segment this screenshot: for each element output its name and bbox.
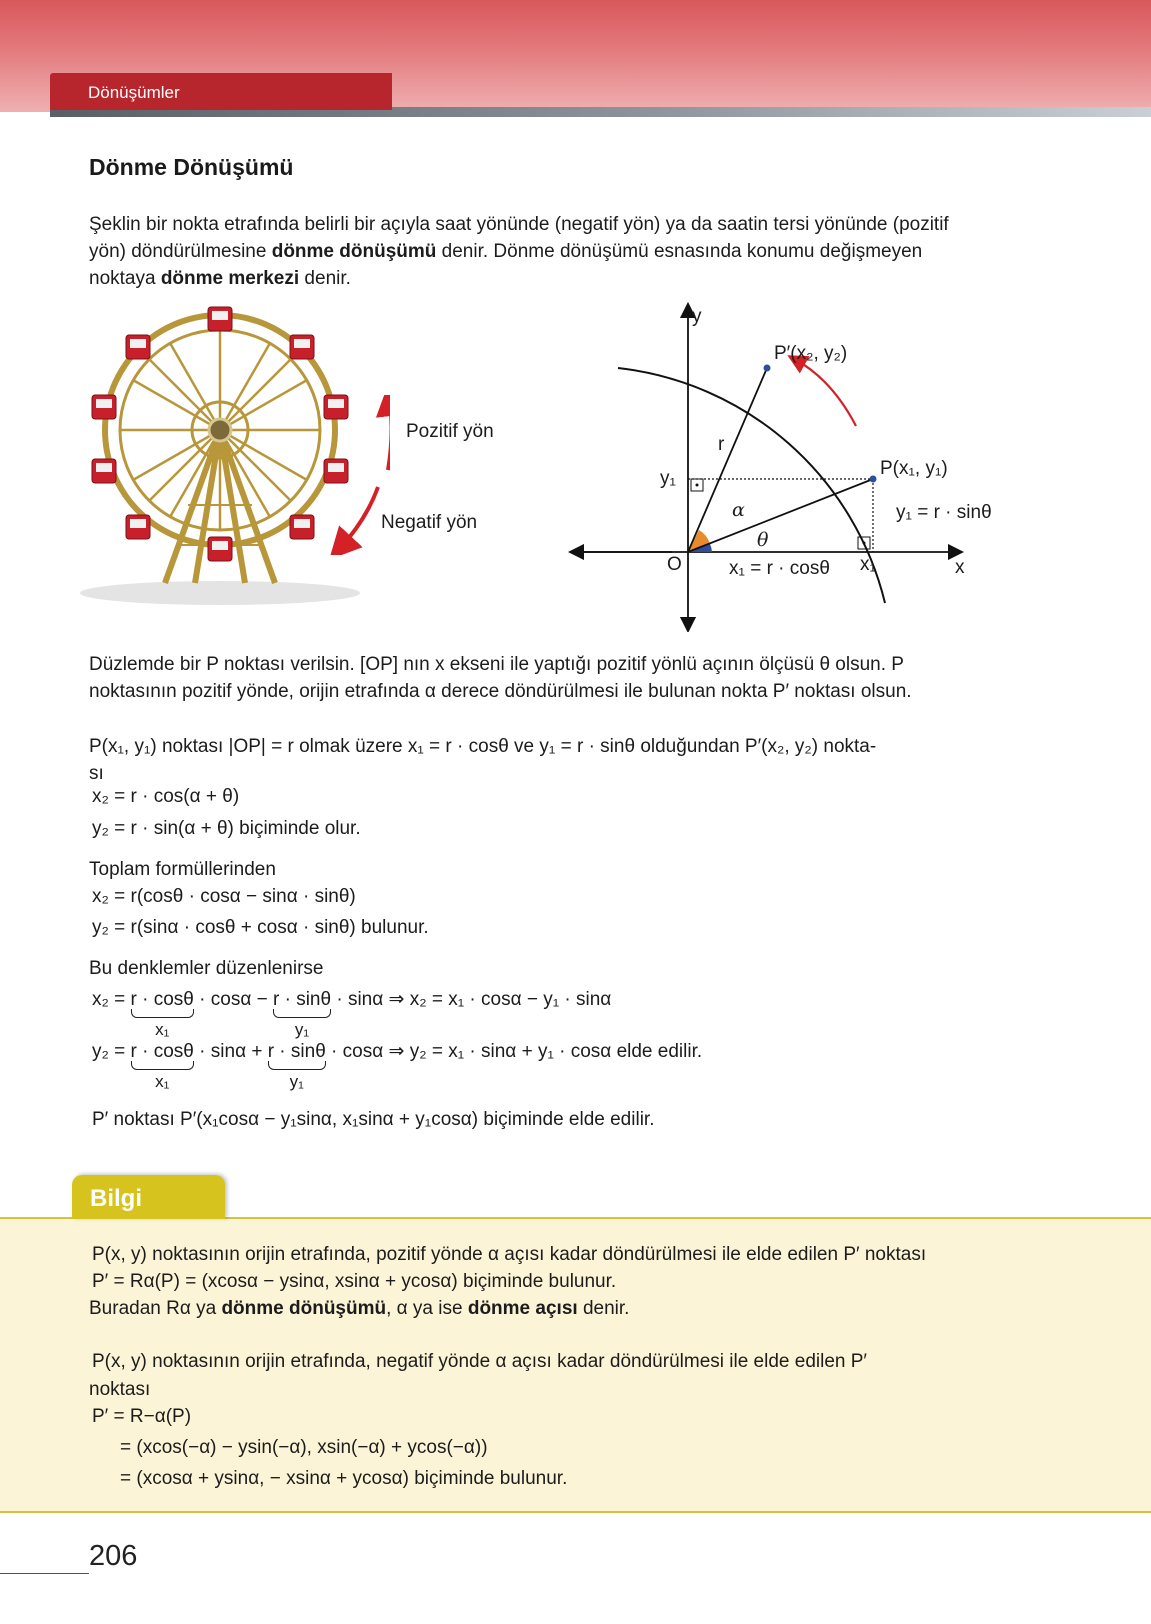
- rearranged-heading: Bu denklemler düzenlenirse: [89, 958, 324, 979]
- p-label: P(x₁, y₁): [880, 458, 948, 479]
- body-line: noktasının pozitif yönde, orijin etrafında α derece döndürülmesi ile bulunan nokta P′ noktası olsun.: [89, 681, 912, 702]
- intro-paragraph: [89, 211, 949, 292]
- info-line: = (xcos(−α) − ysin(−α), xsin(−α) + ycos(−α)): [120, 1437, 488, 1458]
- info-line: P′ = R−α(P): [92, 1406, 192, 1427]
- body-paragraph-2: [89, 733, 876, 787]
- axis-y-label: y: [692, 306, 702, 327]
- body-line: Düzlemde bir P noktası verilsin. [OP] nın x ekseni ile yaptığı pozitif yönlü açının ölçüsü θ olsun. P: [89, 654, 904, 675]
- page-number-rule: [0, 1573, 89, 1574]
- r-label: r: [718, 434, 725, 455]
- sum-formulas-heading: Toplam formüllerinden: [89, 859, 276, 880]
- info-line: = (xcosα + ysinα, − xsinα + ycosα) biçiminde bulunur.: [120, 1468, 568, 1489]
- section-tab: Dönüşümler: [50, 73, 392, 110]
- alpha-label: α: [732, 499, 745, 521]
- page-title: Dönme Dönüşümü: [89, 154, 294, 180]
- equation-y2-sin: y₂ = r · sin(α + θ) biçiminde olur.: [92, 818, 361, 839]
- intro-line-3: noktaya dönme merkezi denir.: [89, 268, 351, 289]
- equation-x2-expanded: x₂ = r(cosθ · cosα − sinα · sinθ): [92, 886, 356, 907]
- underbrace-y1: r · sinθ y₁: [272, 989, 332, 1039]
- equation-x2-cos: x₂ = r · cos(α + θ): [92, 786, 240, 807]
- p-prime-label: P′(x₂, y₂): [774, 343, 848, 364]
- y1-equation-label: y₁ = r · sinθ: [896, 502, 992, 523]
- underbrace-x1: r · cosθ x₁: [130, 989, 194, 1039]
- equation-y2-rearranged: y₂ = r · cosθ x₁ · sinα + r · sinθ y₁ · cosα ⇒ y₂ = x₁ · sinα + y₁ · cosα elde edilir.: [92, 1041, 703, 1091]
- x1-axis-label: x₁: [860, 554, 876, 575]
- theta-label: θ: [757, 529, 769, 551]
- intro-line-2: yön) döndürülmesine dönme dönüşümü denir. Dönme dönüşümü esnasında konumu değişmeyen: [89, 241, 923, 262]
- info-line: noktası: [89, 1379, 151, 1400]
- underbrace-y1: r · sinθ y₁: [267, 1041, 326, 1091]
- body-line: sı: [89, 763, 104, 784]
- body-line: P(x₁, y₁) noktası |OP| = r olmak üzere x₁ = r · cosθ ve y₁ = r · sinθ olduğundan P′(x₂, y₂) nokta-: [89, 736, 877, 757]
- origin-label: O: [667, 554, 682, 575]
- body-paragraph-1: [89, 651, 912, 705]
- page-number: 206: [89, 1540, 138, 1572]
- underbrace-x1: r · cosθ x₁: [130, 1041, 194, 1091]
- info-line: P(x, y) noktasının orijin etrafında, pozitif yönde α açısı kadar döndürülmesi ile elde edilen P′ noktası: [92, 1244, 927, 1265]
- final-point-statement: P′ noktası P′(x₁cosα − y₁sinα, x₁sinα + y₁cosα) biçiminde elde edilir.: [92, 1109, 655, 1130]
- equation-x2-rearranged: x₂ = r · cosθ x₁ · cosα − r · sinθ y₁ · sinα ⇒ x₂ = x₁ · cosα − y₁ · sinα: [92, 989, 612, 1039]
- positive-direction-label: Pozitif yön: [406, 421, 494, 442]
- info-line: P′ = Rα(P) = (xcosα − ysinα, xsinα + ycosα) biçiminde bulunur.: [92, 1271, 617, 1292]
- y1-axis-label: y₁: [660, 468, 676, 489]
- x1-equation-label: x₁ = r · cosθ: [729, 558, 830, 579]
- info-line: P(x, y) noktasının orijin etrafında, negatif yönde α açısı kadar döndürülmesi ile elde edilen P′: [92, 1351, 867, 1372]
- equation-y2-expanded: y₂ = r(sinα · cosθ + cosα · sinθ) bulunur.: [92, 917, 429, 938]
- info-box-tab: Bilgi: [72, 1175, 225, 1219]
- intro-line-1: Şeklin bir nokta etrafında belirli bir açıyla saat yönünde (negatif yön) ya da saatin tersi yönünde (pozitif: [89, 214, 949, 235]
- axis-x-label: x: [955, 557, 965, 578]
- info-line: Buradan Rα ya dönme dönüşümü, α ya ise dönme açısı denir.: [89, 1298, 630, 1319]
- negative-direction-label: Negatif yön: [381, 512, 478, 533]
- ferris-wheel-illustration: [70, 305, 370, 610]
